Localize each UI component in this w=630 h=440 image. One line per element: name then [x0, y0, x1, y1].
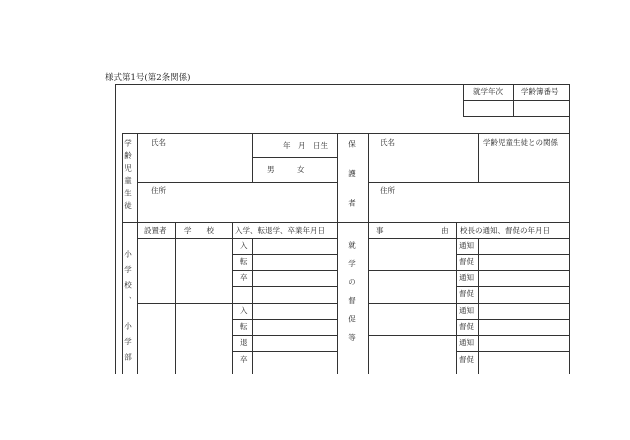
- grid-line: [175, 222, 176, 374]
- grid-line: [456, 222, 457, 374]
- notice-marker: 督促: [459, 322, 474, 331]
- grid-line: [456, 335, 570, 336]
- notice-marker: 通知: [459, 306, 474, 315]
- header-notice: 校長の通知、督促の年月日: [460, 226, 550, 235]
- grid-line: [463, 116, 570, 117]
- guardian-address-label: 住所: [380, 186, 395, 195]
- child-address-label: 住所: [151, 186, 166, 195]
- row-marker: 退: [240, 338, 248, 347]
- grid-line: [232, 319, 337, 320]
- form-caption: 様式第1号(第2条関係): [105, 73, 191, 83]
- grid-line: [122, 133, 570, 134]
- grid-line: [137, 238, 337, 239]
- grid-line: [252, 238, 253, 374]
- row-marker: 入: [240, 241, 248, 250]
- grid-line: [337, 133, 338, 374]
- grid-line: [232, 351, 337, 352]
- grid-line: [456, 254, 570, 255]
- attendance-prompt-label: 就学の督促等: [347, 241, 357, 352]
- grid-line: [122, 222, 570, 223]
- grid-line: [368, 182, 570, 183]
- child-birth-label: 年 月 日生: [283, 141, 328, 150]
- grid-line: [232, 222, 233, 374]
- row-marker: 入: [240, 306, 248, 315]
- grid-line: [232, 270, 337, 271]
- grid-line: [463, 84, 464, 116]
- header-dates: 入学、転退学、卒業年月日: [235, 226, 325, 235]
- grid-line: [252, 157, 337, 158]
- grid-line: [137, 303, 337, 304]
- grid-line: [137, 133, 138, 374]
- guardian-side-label: 保護者: [347, 140, 357, 229]
- header-reason-right: 由: [441, 226, 449, 235]
- notice-marker: 通知: [459, 338, 474, 347]
- grid-line: [368, 238, 570, 239]
- registry-number-label: 学齢簿番号: [521, 87, 559, 96]
- school-side-label-2: 小学部: [123, 322, 133, 369]
- guardian-relation-label: 学齢児童生徒との関係: [483, 138, 558, 147]
- grid-line: [478, 133, 479, 182]
- header-school: 学 校: [184, 226, 214, 235]
- grid-line: [368, 335, 456, 336]
- grid-line: [463, 100, 570, 101]
- notice-marker: 督促: [459, 257, 474, 266]
- grid-line: [368, 270, 456, 271]
- grid-line: [463, 84, 570, 85]
- grid-line: [478, 238, 479, 374]
- grid-line: [456, 351, 570, 352]
- row-marker: 卒: [240, 273, 248, 282]
- header-founder: 設置者: [144, 226, 167, 235]
- grid-line: [513, 84, 514, 116]
- grid-line: [456, 303, 570, 304]
- grid-line: [456, 286, 570, 287]
- notice-marker: 督促: [459, 355, 474, 364]
- row-marker: 転: [240, 257, 248, 266]
- enrolled-year-label: 就学年次: [473, 87, 503, 96]
- child-name-label: 氏名: [151, 138, 166, 147]
- notice-marker: 通知: [459, 273, 474, 282]
- grid-line: [368, 303, 456, 304]
- guardian-name-label: 氏名: [380, 138, 395, 147]
- grid-line: [252, 133, 253, 182]
- grid-line: [137, 182, 337, 183]
- grid-line: [232, 254, 337, 255]
- grid-line: [456, 270, 570, 271]
- grid-line: [368, 133, 369, 374]
- grid-line: [456, 319, 570, 320]
- grid-line: [232, 286, 337, 287]
- grid-line: [122, 133, 123, 374]
- header-reason-left: 事: [376, 226, 384, 235]
- school-side-label-1: 小学校、: [123, 250, 133, 312]
- child-sex-label: 男 女: [267, 165, 305, 174]
- grid-line: [232, 335, 337, 336]
- row-marker: 卒: [240, 355, 248, 364]
- notice-marker: 通知: [459, 241, 474, 250]
- child-side-label: 学齢児童生徒: [123, 139, 133, 214]
- notice-marker: 督促: [459, 289, 474, 298]
- row-marker: 転: [240, 322, 248, 331]
